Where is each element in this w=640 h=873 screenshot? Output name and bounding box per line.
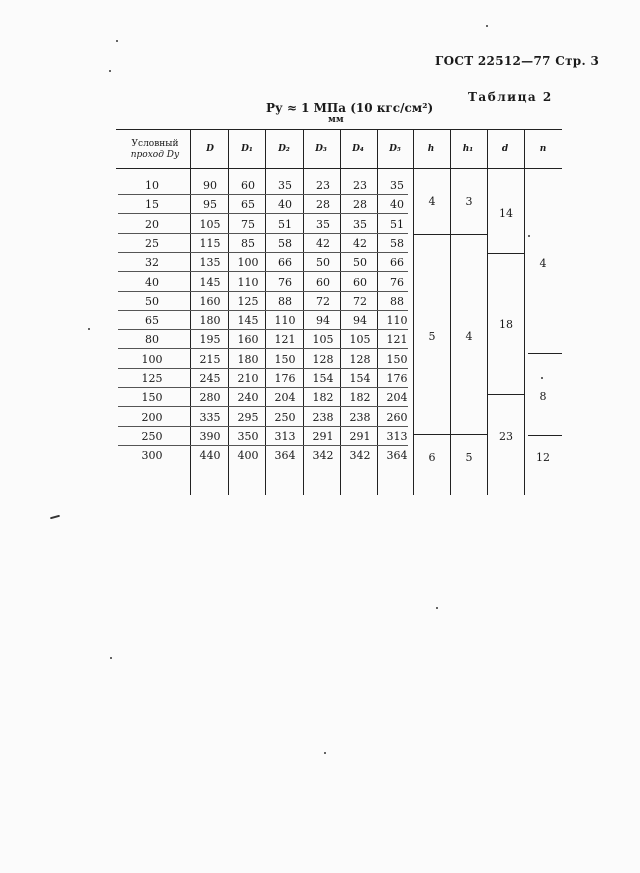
group-rule-d: [487, 253, 524, 254]
row-underline: [118, 329, 408, 330]
cell-conditional-pass: 50: [145, 295, 159, 308]
cell-D2: 176: [274, 372, 296, 385]
cell-D5: 204: [386, 391, 408, 404]
cell-D5: 110: [386, 314, 408, 327]
cell-D2: 150: [274, 353, 296, 366]
merged-n-3: 12: [536, 451, 550, 464]
cell-D3: 35: [316, 218, 330, 231]
cell-D: 115: [199, 237, 221, 250]
cell-D1: 75: [241, 218, 255, 231]
cell-D3: 28: [316, 198, 330, 211]
cell-D5: 35: [390, 179, 404, 192]
cell-conditional-pass: 100: [141, 353, 163, 366]
cell-conditional-pass: 80: [145, 333, 159, 346]
merged-h-3: 6: [428, 451, 436, 464]
cell-D4: 42: [353, 237, 367, 250]
cell-D4: 105: [349, 333, 371, 346]
row-underline: [118, 368, 408, 369]
cell-D1: 240: [237, 391, 259, 404]
col-head-D4: D₄: [352, 144, 364, 154]
cell-D3: 23: [316, 179, 330, 192]
group-rule-h: [413, 434, 487, 435]
cell-D1: 180: [237, 353, 259, 366]
merged-h1-1: 3: [465, 195, 473, 208]
scan-speck: [88, 328, 90, 330]
merged-n-2: 8: [539, 390, 547, 403]
cell-D: 180: [199, 314, 221, 327]
scan-speck: [110, 657, 112, 659]
group-rule-n: [528, 435, 562, 436]
col-head-line-1: Условный: [131, 139, 179, 149]
merged-h-1: 4: [428, 195, 436, 208]
table-header-rule: [116, 168, 562, 169]
cell-D5: 88: [390, 295, 404, 308]
scan-speck: [116, 40, 118, 42]
cell-D5: 40: [390, 198, 404, 211]
row-underline: [118, 291, 408, 292]
cell-D4: 23: [353, 179, 367, 192]
cell-D5: 260: [386, 411, 408, 424]
cell-D4: 50: [353, 256, 367, 269]
scan-speck: [109, 70, 111, 72]
cell-D2: 110: [274, 314, 296, 327]
cell-D: 335: [199, 411, 221, 424]
scan-speck: [541, 377, 543, 379]
row-underline: [118, 213, 408, 214]
cell-D3: 42: [316, 237, 330, 250]
cell-D: 440: [199, 449, 221, 462]
col-head-D3: D₃: [315, 144, 327, 154]
merged-d-2: 18: [499, 318, 513, 331]
cell-D3: 50: [316, 256, 330, 269]
cell-D4: 238: [349, 411, 371, 424]
cell-D3: 154: [312, 372, 334, 385]
col-divider: [228, 129, 229, 495]
cell-D3: 182: [312, 391, 334, 404]
row-underline: [118, 194, 408, 195]
cell-D1: 210: [237, 372, 259, 385]
cell-D: 90: [203, 179, 217, 192]
cell-D5: 66: [390, 256, 404, 269]
cell-D2: 364: [274, 449, 296, 462]
cell-D2: 66: [278, 256, 292, 269]
scan-speck: [528, 235, 530, 237]
cell-D1: 100: [237, 256, 259, 269]
cell-D: 245: [199, 372, 221, 385]
scan-speck: [324, 752, 326, 754]
merged-h1-3: 5: [465, 451, 473, 464]
row-underline: [118, 252, 408, 253]
cell-D3: 72: [316, 295, 330, 308]
row-underline: [118, 387, 408, 388]
col-head-h1: h₁: [462, 144, 474, 154]
cell-D4: 154: [349, 372, 371, 385]
cell-D1: 400: [237, 449, 259, 462]
cell-D4: 28: [353, 198, 367, 211]
cell-conditional-pass: 200: [141, 411, 163, 424]
col-divider: [303, 129, 304, 495]
cell-conditional-pass: 10: [145, 179, 159, 192]
cell-D3: 128: [312, 353, 334, 366]
cell-D5: 51: [390, 218, 404, 231]
col-head-D2: D₂: [278, 144, 290, 154]
row-underline: [118, 271, 408, 272]
unit-label: мм: [328, 115, 344, 125]
row-underline: [118, 310, 408, 311]
cell-D: 280: [199, 391, 221, 404]
cell-D3: 60: [316, 276, 330, 289]
table-label: Таблица 2: [468, 90, 553, 104]
cell-D1: 85: [241, 237, 255, 250]
cell-D4: 60: [353, 276, 367, 289]
col-divider: [450, 129, 451, 495]
scan-speck: [436, 607, 438, 609]
row-underline: [118, 233, 408, 234]
cell-D1: 60: [241, 179, 255, 192]
col-head-D1: D₁: [241, 144, 253, 154]
col-head-conditional-pass: [122, 139, 188, 161]
cell-conditional-pass: 25: [145, 237, 159, 250]
merged-d-3: 23: [499, 430, 513, 443]
cell-D4: 342: [349, 449, 371, 462]
cell-D3: 291: [312, 430, 334, 443]
cell-D2: 204: [274, 391, 296, 404]
cell-D4: 128: [349, 353, 371, 366]
cell-conditional-pass: 150: [141, 391, 163, 404]
cell-D2: 76: [278, 276, 292, 289]
cell-D: 215: [199, 353, 221, 366]
scan-speck: [50, 515, 60, 520]
col-divider: [524, 129, 525, 495]
row-underline: [118, 406, 408, 407]
cell-D1: 125: [237, 295, 259, 308]
row-underline: [118, 348, 408, 349]
table-top-rule: [116, 129, 562, 130]
cell-D4: 291: [349, 430, 371, 443]
col-head-n: n: [539, 144, 547, 154]
col-head-line-2: проход Dу: [130, 150, 180, 160]
group-rule-h: [413, 234, 487, 235]
cell-D3: 238: [312, 411, 334, 424]
col-head-D: D: [206, 144, 214, 154]
cell-D1: 295: [237, 411, 259, 424]
cell-D1: 65: [241, 198, 255, 211]
group-rule-d: [487, 394, 524, 395]
merged-n-1: 4: [539, 257, 547, 270]
cell-D5: 58: [390, 237, 404, 250]
cell-conditional-pass: 300: [141, 449, 163, 462]
col-head-d: d: [501, 144, 509, 154]
cell-D: 105: [199, 218, 221, 231]
cell-D4: 72: [353, 295, 367, 308]
cell-D3: 94: [316, 314, 330, 327]
cell-D3: 342: [312, 449, 334, 462]
cell-D1: 110: [237, 276, 259, 289]
col-head-h: h: [427, 144, 435, 154]
cell-D: 145: [199, 276, 221, 289]
cell-D1: 350: [237, 430, 259, 443]
group-rule-n: [528, 353, 562, 354]
merged-h1-2: 4: [465, 330, 473, 343]
cell-D: 390: [199, 430, 221, 443]
cell-conditional-pass: 250: [141, 430, 163, 443]
cell-D2: 250: [274, 411, 296, 424]
document-reference: ГОСТ 22512—77 Стр. 3: [435, 54, 600, 68]
cell-D5: 176: [386, 372, 408, 385]
cell-D5: 121: [386, 333, 408, 346]
cell-D3: 105: [312, 333, 334, 346]
cell-D5: 364: [386, 449, 408, 462]
cell-conditional-pass: 125: [141, 372, 163, 385]
cell-D4: 182: [349, 391, 371, 404]
row-underline: [118, 445, 408, 446]
cell-D: 195: [199, 333, 221, 346]
cell-D4: 94: [353, 314, 367, 327]
cell-D2: 58: [278, 237, 292, 250]
table-title: Pу ≈ 1 МПа (10 кгс/см²): [266, 101, 434, 115]
cell-D5: 150: [386, 353, 408, 366]
cell-D2: 40: [278, 198, 292, 211]
row-underline: [118, 426, 408, 427]
cell-D: 160: [199, 295, 221, 308]
merged-d-1: 14: [499, 207, 513, 220]
col-divider: [190, 129, 191, 495]
cell-conditional-pass: 15: [145, 198, 159, 211]
cell-D5: 76: [390, 276, 404, 289]
cell-conditional-pass: 40: [145, 276, 159, 289]
cell-D4: 35: [353, 218, 367, 231]
cell-D2: 51: [278, 218, 292, 231]
cell-conditional-pass: 20: [145, 218, 159, 231]
col-head-D5: D₅: [389, 144, 401, 154]
cell-D2: 35: [278, 179, 292, 192]
merged-h-2: 5: [428, 330, 436, 343]
cell-D5: 313: [386, 430, 408, 443]
cell-conditional-pass: 32: [145, 256, 159, 269]
cell-D1: 145: [237, 314, 259, 327]
cell-D2: 88: [278, 295, 292, 308]
cell-D2: 121: [274, 333, 296, 346]
scan-speck: [486, 25, 488, 27]
cell-conditional-pass: 65: [145, 314, 159, 327]
cell-D1: 160: [237, 333, 259, 346]
cell-D2: 313: [274, 430, 296, 443]
cell-D: 95: [203, 198, 217, 211]
cell-D: 135: [199, 256, 221, 269]
